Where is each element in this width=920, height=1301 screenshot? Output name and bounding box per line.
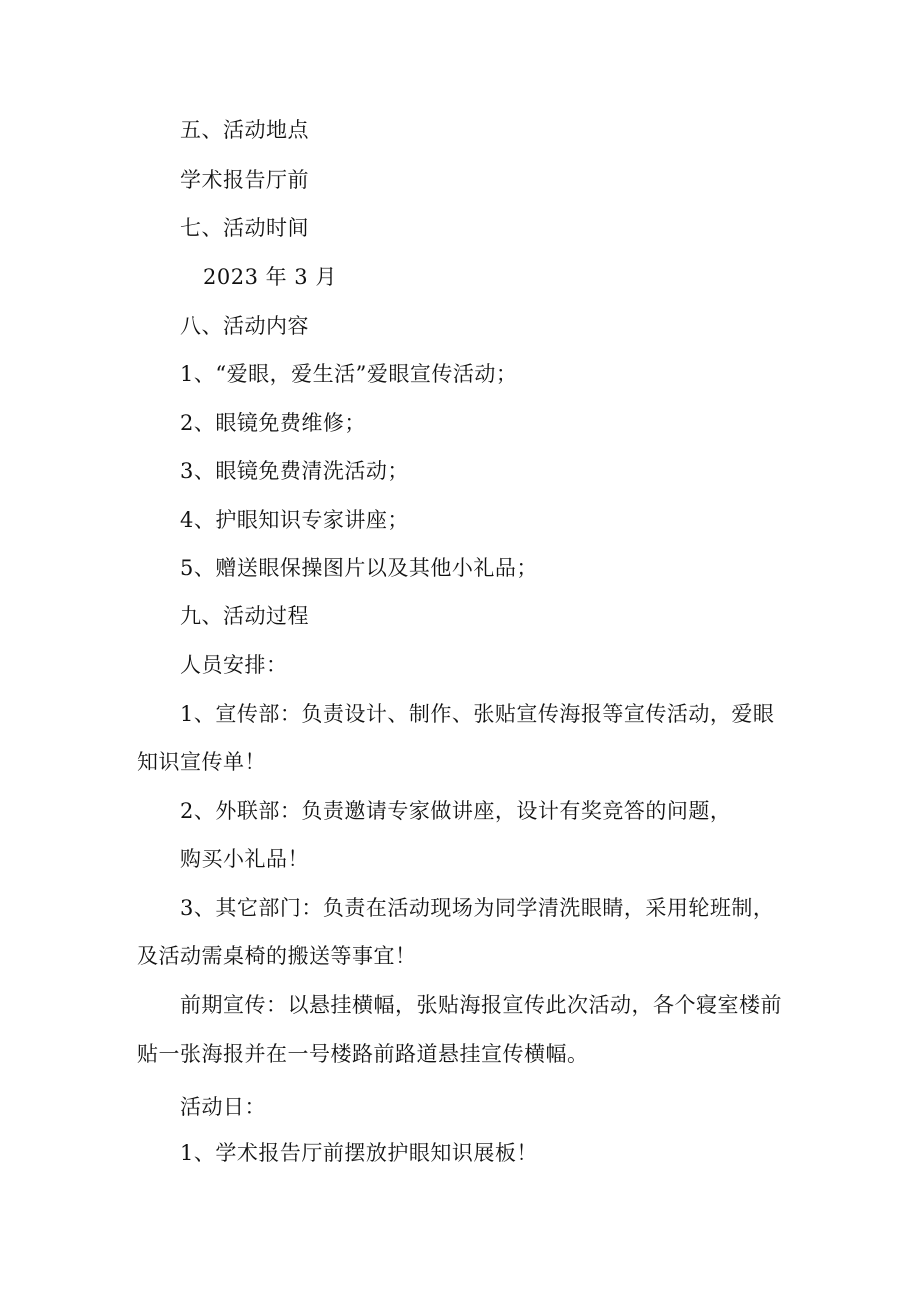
content-item-2: 2、眼镜免费维修； <box>180 411 366 435</box>
staffing-item-2-cont: 购买小礼品！ <box>180 847 309 871</box>
staffing-item-1: 1、宣传部：负责设计、制作、张贴宣传海报等宣传活动，爱眼 <box>180 702 775 726</box>
heading-activity-process: 九、活动过程 <box>180 604 309 628</box>
activity-day-label: 活动日： <box>180 1095 266 1119</box>
heading-activity-content: 八、活动内容 <box>180 314 309 338</box>
activity-time-text: 2023 年 3 月 <box>203 265 337 289</box>
heading-activity-location: 五、活动地点 <box>180 118 309 142</box>
content-item-1: 1、“爱眼，爱生活”爱眼宣传活动； <box>180 362 518 386</box>
staffing-item-3: 3、其它部门：负责在活动现场为同学清洗眼睛，采用轮班制， <box>180 896 775 920</box>
heading-activity-time: 七、活动时间 <box>180 216 309 240</box>
staffing-item-3-cont: 及活动需桌椅的搬送等事宜！ <box>137 944 417 968</box>
activity-location-text: 学术报告厅前 <box>180 168 309 192</box>
content-item-4: 4、护眼知识专家讲座； <box>180 508 409 532</box>
staffing-item-1-cont: 知识宣传单！ <box>137 750 266 774</box>
staffing-item-2: 2、外联部：负责邀请专家做讲座，设计有奖竞答的问题， <box>180 799 732 823</box>
content-item-5: 5、赠送眼保操图片以及其他小礼品； <box>180 556 538 580</box>
staffing-label: 人员安排： <box>180 653 288 677</box>
pre-promotion-text: 前期宣传：以悬挂横幅，张贴海报宣传此次活动，各个寝室楼前 <box>180 993 782 1017</box>
content-item-3: 3、眼镜免费清洗活动； <box>180 459 409 483</box>
activity-day-item-1: 1、学术报告厅前摆放护眼知识展板！ <box>180 1141 538 1165</box>
pre-promotion-text-cont: 贴一张海报并在一号楼路前路道悬挂宣传横幅。 <box>137 1042 589 1066</box>
